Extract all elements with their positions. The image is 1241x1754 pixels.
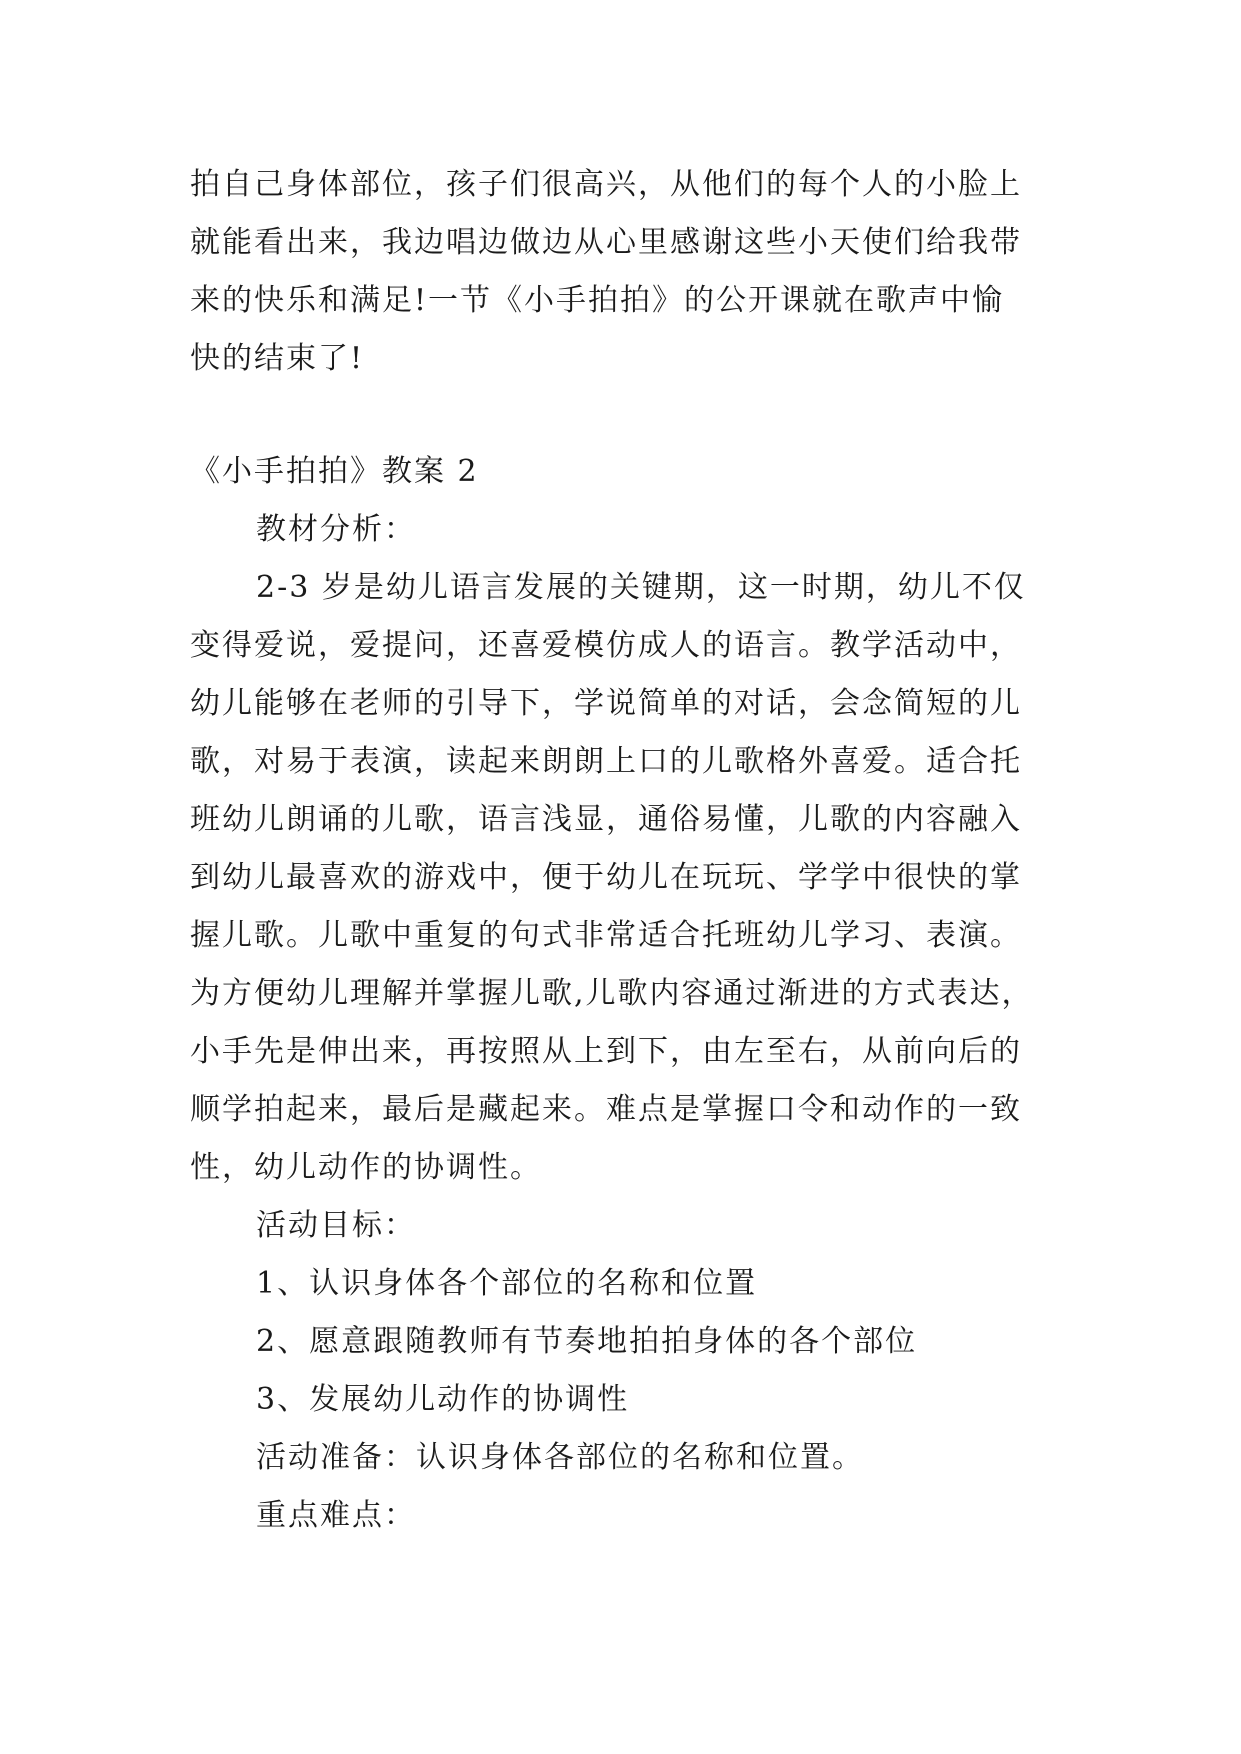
goal-item: 1、认识身体各个部位的名称和位置 (256, 1266, 758, 1301)
paragraph-line: 就能看出来，我边唱边做边从心里感谢这些小天使们给我带 (190, 225, 1022, 260)
goal-item: 3、发展幼儿动作的协调性 (256, 1382, 630, 1417)
paragraph-line: 握儿歌。儿歌中重复的句式非常适合托班幼儿学习、表演。 (190, 918, 1022, 953)
preparation-line: 活动准备：认识身体各部位的名称和位置。 (256, 1440, 864, 1475)
paragraph-line: 2-3 岁是幼儿语言发展的关键期，这一时期，幼儿不仅 (256, 570, 1026, 605)
paragraph-line: 拍自己身体部位，孩子们很高兴，从他们的每个人的小脸上 (190, 167, 1022, 202)
analysis-heading: 教材分析： (256, 512, 416, 547)
goals-heading: 活动目标： (256, 1208, 416, 1243)
key-points-heading: 重点难点： (256, 1498, 416, 1533)
section-title: 《小手拍拍》教案 2 (190, 454, 479, 489)
goal-item: 2、愿意跟随教师有节奏地拍拍身体的各个部位 (256, 1324, 918, 1359)
paragraph-line: 来的快乐和满足!一节《小手拍拍》的公开课就在歌声中愉 (190, 283, 1005, 318)
paragraph-line: 班幼儿朗诵的儿歌，语言浅显，通俗易懂，儿歌的内容融入 (190, 802, 1022, 837)
paragraph-line: 到幼儿最喜欢的游戏中，便于幼儿在玩玩、学学中很快的掌 (190, 860, 1022, 895)
paragraph-line: 顺学拍起来，最后是藏起来。难点是掌握口令和动作的一致 (190, 1092, 1022, 1127)
paragraph-line: 性，幼儿动作的协调性。 (190, 1150, 542, 1185)
paragraph-line: 歌，对易于表演，读起来朗朗上口的儿歌格外喜爱。适合托 (190, 744, 1022, 779)
paragraph-line: 幼儿能够在老师的引导下，学说简单的对话，会念简短的儿 (190, 686, 1022, 721)
paragraph-line: 快的结束了! (190, 341, 365, 376)
paragraph-line: 小手先是伸出来，再按照从上到下，由左至右，从前向后的 (190, 1034, 1022, 1069)
paragraph-line: 变得爱说，爱提问，还喜爱模仿成人的语言。教学活动中， (190, 628, 1022, 663)
paragraph-line: 为方便幼儿理解并掌握儿歌,儿歌内容通过渐进的方式表达， (190, 976, 1034, 1011)
